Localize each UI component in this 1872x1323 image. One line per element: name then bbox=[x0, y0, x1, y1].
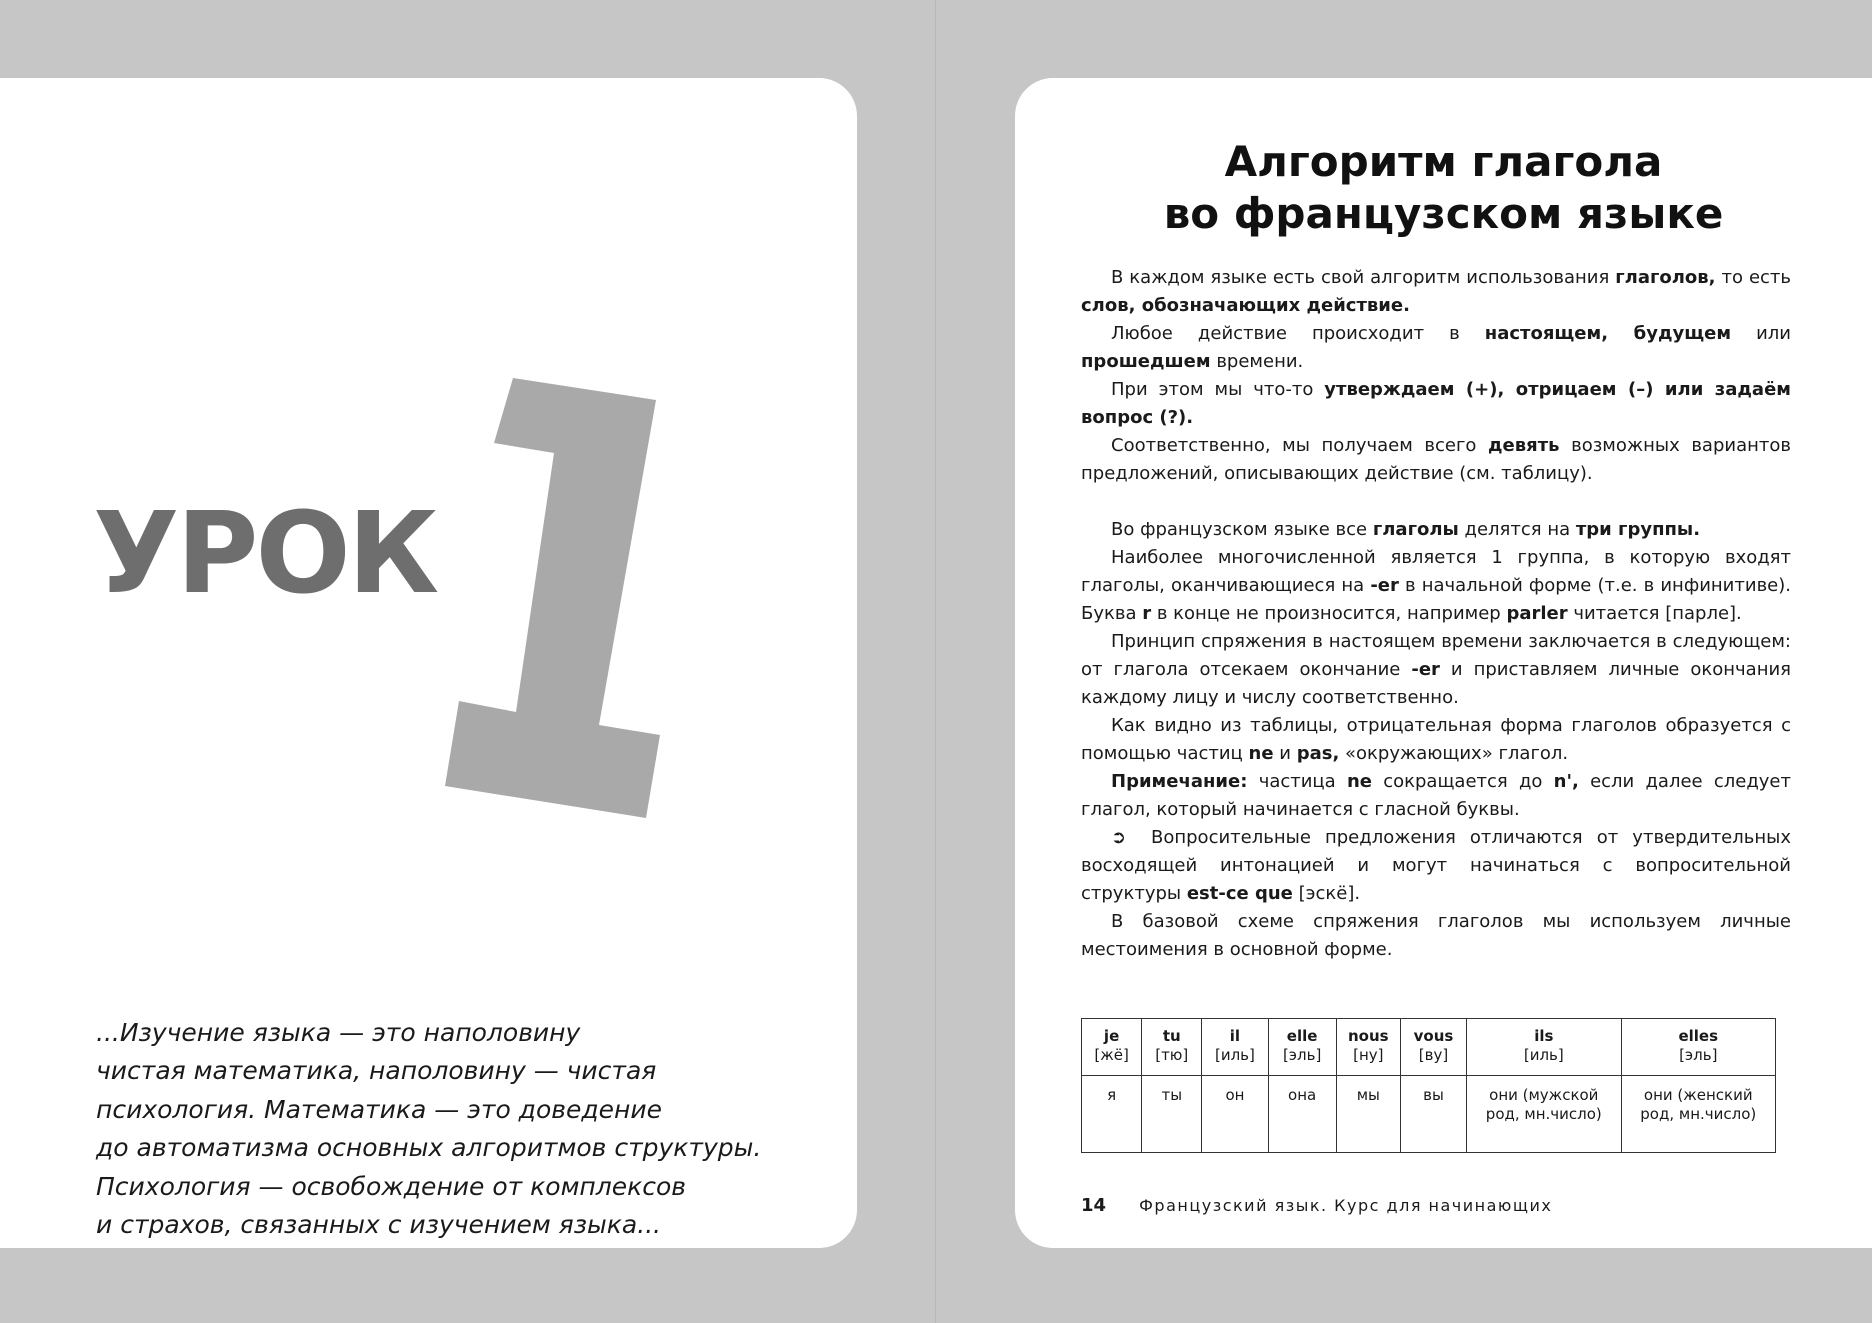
bold-term: настоящем, будущем bbox=[1484, 323, 1732, 344]
body-paragraph bbox=[1081, 376, 1791, 432]
left-page bbox=[0, 78, 857, 1248]
body-paragraph bbox=[1081, 712, 1791, 768]
right-page bbox=[1015, 78, 1872, 1248]
translation-cell: они (мужской род, мн.число) bbox=[1467, 1076, 1621, 1153]
text-run: Соответственно, мы получаем всего bbox=[1111, 435, 1489, 456]
translation-cell: мы bbox=[1336, 1076, 1400, 1153]
bold-term: ne bbox=[1346, 771, 1372, 792]
body-paragraph bbox=[1081, 768, 1791, 824]
text-run: если далее следует глагол, который начинается с гласной буквы. bbox=[1081, 771, 1791, 820]
body-paragraph bbox=[1081, 264, 1791, 320]
text-run: читается [парле]. bbox=[1567, 603, 1742, 624]
pronoun-cell: nous [ну] bbox=[1336, 1019, 1400, 1076]
text-run: в конце не произносится, например bbox=[1151, 603, 1507, 624]
translation-cell: вы bbox=[1400, 1076, 1466, 1153]
quote-line: чистая математика, наполовину — чистая bbox=[96, 1056, 657, 1086]
text-run: Наиболее многочисленной является 1 группа, в которую входят глаголы, оканчивающиеся на bbox=[1081, 547, 1791, 596]
bold-term: -er bbox=[1411, 659, 1440, 680]
text-run: Как видно из таблицы, отрицательная форма глаголов образуется с помощью частиц bbox=[1081, 715, 1791, 764]
text-run: В базовой схеме спряжения глаголов мы используем личные местоимения в основной форме. bbox=[1081, 911, 1791, 960]
text-run: Во французском языке все bbox=[1111, 519, 1373, 540]
pronoun-cell: elles [эль] bbox=[1621, 1019, 1775, 1076]
page-title bbox=[1015, 136, 1872, 240]
body-text bbox=[1081, 264, 1791, 964]
quote-line: психология. Математика — это доведение bbox=[96, 1094, 663, 1124]
pronoun-cell: ils [иль] bbox=[1467, 1019, 1621, 1076]
pronoun-cell: elle [эль] bbox=[1268, 1019, 1336, 1076]
bold-term: девять bbox=[1488, 435, 1560, 456]
text-run: «окружающих» глагол. bbox=[1339, 743, 1569, 764]
body-paragraph bbox=[1081, 628, 1791, 712]
bold-term: Примечание: bbox=[1111, 771, 1248, 792]
text-run: то есть bbox=[1715, 267, 1792, 288]
quote-line: Психология — освобождение от комплексов bbox=[96, 1171, 687, 1201]
text-run: В каждом языке есть свой алгоритм использования bbox=[1111, 267, 1616, 288]
quote-line: ...Изучение языка — это наполовину bbox=[96, 1018, 581, 1047]
body-paragraph bbox=[1081, 908, 1791, 964]
bold-term: глаголы bbox=[1372, 519, 1459, 540]
text-run: или bbox=[1731, 323, 1792, 344]
pronoun-cell: tu [тю] bbox=[1142, 1019, 1202, 1076]
text-run: в начальной форме (т.е. в инфинитиве). Буква bbox=[1081, 575, 1791, 624]
text-run: времени. bbox=[1210, 351, 1304, 372]
bold-term: прошедшем bbox=[1081, 351, 1211, 372]
bold-term: три группы. bbox=[1575, 519, 1701, 540]
running-title: Французский язык. Курс для начинающих bbox=[1139, 1196, 1553, 1215]
bold-term: -er bbox=[1370, 575, 1399, 596]
page-footer bbox=[1081, 1195, 1552, 1216]
body-paragraph bbox=[1081, 824, 1791, 908]
pronoun-cell: je [жё] bbox=[1082, 1019, 1142, 1076]
pronoun-cell: vous [ву] bbox=[1400, 1019, 1466, 1076]
body-paragraph bbox=[1081, 544, 1791, 628]
pronoun-cell: il [иль] bbox=[1202, 1019, 1268, 1076]
bold-term: ne bbox=[1248, 743, 1274, 764]
text-run: При этом мы что-то bbox=[1111, 379, 1325, 400]
text-run: [эскё]. bbox=[1292, 883, 1361, 904]
page-number: 14 bbox=[1081, 1195, 1107, 1216]
quote-line: до автоматизма основных алгоритмов структуры. bbox=[96, 1133, 762, 1163]
body-paragraph bbox=[1081, 516, 1791, 544]
lesson-number-shape bbox=[445, 378, 660, 818]
lesson-heading: УРОК bbox=[93, 489, 437, 619]
text-run: частица bbox=[1247, 771, 1347, 792]
translation-cell: ты bbox=[1142, 1076, 1202, 1153]
body-paragraph bbox=[1081, 320, 1791, 376]
text-run: и приставляем личные окончания каждому лицу и числу соответственно. bbox=[1081, 659, 1791, 708]
pronoun-row bbox=[1082, 1019, 1776, 1076]
bold-term: parler bbox=[1506, 603, 1568, 624]
bold-term: est-ce que bbox=[1186, 883, 1293, 904]
title-line: во французском языке bbox=[1163, 189, 1724, 238]
lesson-number-graphic bbox=[420, 378, 680, 818]
arrow-bullet-icon: ➲ bbox=[1111, 827, 1127, 848]
text-run: Любое действие происходит в bbox=[1111, 323, 1485, 344]
bold-term: pas, bbox=[1296, 743, 1340, 764]
text-run: возможных вариантов предложений, описывающих действие (см. таблицу). bbox=[1081, 435, 1791, 484]
body-paragraph bbox=[1081, 432, 1791, 488]
book-spine bbox=[935, 0, 936, 1323]
text-run: сокращается до bbox=[1371, 771, 1554, 792]
translation-cell: он bbox=[1202, 1076, 1268, 1153]
translation-cell: они (женский род, мн.число) bbox=[1621, 1076, 1775, 1153]
bold-term: глаголов, bbox=[1615, 267, 1716, 288]
translation-cell: она bbox=[1268, 1076, 1336, 1153]
pronoun-table bbox=[1081, 1018, 1776, 1153]
translation-cell: я bbox=[1082, 1076, 1142, 1153]
bold-term: слов, обозначающих действие. bbox=[1081, 295, 1410, 316]
bold-term: n', bbox=[1553, 771, 1579, 792]
quote-line: и страхов, связанных с изучением языка... bbox=[96, 1210, 662, 1240]
text-run: и bbox=[1273, 743, 1297, 764]
text-run: делятся на bbox=[1458, 519, 1576, 540]
translation-row bbox=[1082, 1076, 1776, 1153]
text-run: Вопросительные предложения отличаются от утвердительных восходящей интонацией и могут начинаться с вопросительной структуры bbox=[1081, 827, 1791, 904]
bold-term: утверждаем (+), отрицаем (–) или задаём вопрос (?). bbox=[1081, 379, 1791, 428]
title-line: Алгоритм глагола bbox=[1224, 137, 1663, 186]
bold-term: r bbox=[1142, 603, 1152, 624]
epigraph-quote bbox=[96, 1014, 816, 1244]
text-run: Принцип спряжения в настоящем времени заключается в следующем: от глагола отсекаем окончание bbox=[1081, 631, 1791, 680]
